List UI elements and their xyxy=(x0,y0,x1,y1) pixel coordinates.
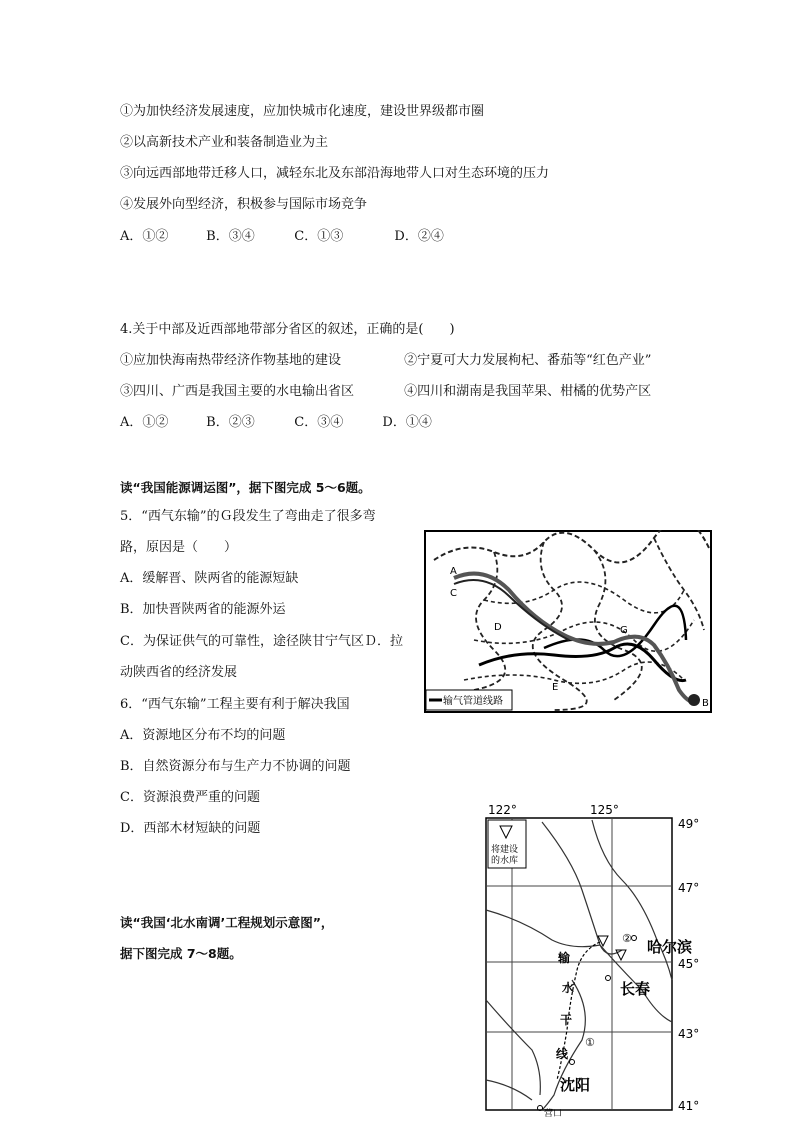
city-yingkou: 营口 xyxy=(544,1109,563,1118)
label-g: G xyxy=(620,625,628,636)
q5-stem-2: 路，原因是（ ） xyxy=(120,540,238,555)
legend-label: 输气管道线路 xyxy=(443,696,503,707)
q5-option-a[interactable]: A．缓解晋、陕两省的能源短缺 xyxy=(120,571,299,586)
q6-option-c[interactable]: C．资源浪费严重的问题 xyxy=(120,790,260,805)
lat-label-45: 45° xyxy=(678,957,700,971)
q3-option-b[interactable]: B．③④ xyxy=(206,229,255,244)
marker-1: ① xyxy=(585,1036,595,1049)
endpoint-b xyxy=(688,694,700,706)
marker-2: ② xyxy=(622,932,632,945)
q3-item-2: ②以高新技术产业和装备制造业为主 xyxy=(120,135,329,150)
lat-label-49: 49° xyxy=(678,817,700,831)
q4-options xyxy=(120,414,432,432)
label-c: C xyxy=(450,588,457,599)
canal-label-4: 线 xyxy=(556,1047,569,1061)
map-frame xyxy=(425,531,711,712)
q4-item-1: ①应加快海南热带经济作物基地的建设 xyxy=(120,353,342,368)
intro-q7-8-line1: 读“我国‘北水南调’工程规划示意图”， xyxy=(120,915,334,930)
q3-option-a[interactable]: A．①② xyxy=(120,229,169,244)
q4-row2 xyxy=(120,383,651,401)
label-d: D xyxy=(494,622,502,633)
q3-option-c[interactable]: C．①③ xyxy=(294,229,344,244)
lat-label-43: 43° xyxy=(678,1027,700,1041)
legend-text-2: 的水库 xyxy=(491,856,519,866)
q4-row1 xyxy=(120,352,651,370)
q4-option-c[interactable]: C．③④ xyxy=(294,415,344,430)
canal-label-3: 干 xyxy=(560,1013,573,1027)
q5-option-c[interactable]: C．为保证供气的可靠性，途径陕甘宁气区Ｄ．拉 xyxy=(120,634,403,649)
q3-item-1: ①为加快经济发展速度，应加快城市化速度，建设世界级都市圈 xyxy=(120,104,485,119)
q4-option-a[interactable]: A．①② xyxy=(120,415,169,430)
label-a: A xyxy=(450,566,457,577)
q4-stem: 4.关于中部及近西部地带部分省区的叙述，正确的是( ) xyxy=(120,322,455,337)
lon-label-122: 122° xyxy=(488,803,517,817)
city-harbin: 哈尔滨 xyxy=(647,938,693,956)
q6-option-a[interactable]: A．资源地区分布不均的问题 xyxy=(120,728,286,743)
canal-label-1: 输 xyxy=(558,951,571,965)
q3-options xyxy=(120,228,444,246)
lat-label-47: 47° xyxy=(678,881,700,895)
intro-q5-6: 读“我国能源调运图”，据下图完成 5～6题。 xyxy=(120,480,371,495)
q3-item-3: ③向远西部地带迁移人口，减轻东北及东部沿海地带人口对生态环境的压力 xyxy=(120,166,550,181)
legend-text-1: 将建设 xyxy=(491,845,519,855)
lat-label-41: 41° xyxy=(678,1099,700,1113)
energy-transport-map xyxy=(424,530,712,713)
q6-option-d[interactable]: D．西部木材短缺的问题 xyxy=(120,821,261,836)
canal-label-2: 水 xyxy=(562,981,575,995)
q4-option-b[interactable]: B．②③ xyxy=(206,415,255,430)
label-b: B xyxy=(702,698,709,709)
q6-option-b[interactable]: B．自然资源分布与生产力不协调的问题 xyxy=(120,759,351,774)
label-e: E xyxy=(552,682,559,693)
lon-label-125: 125° xyxy=(590,803,619,817)
q6-stem: 6．“西气东输”工程主要有利于解决我国 xyxy=(120,697,350,712)
q3-option-d[interactable]: D．②④ xyxy=(394,229,444,244)
q4-item-4: ④四川和湖南是我国苹果、柑橘的优势产区 xyxy=(404,384,652,399)
q4-option-d[interactable]: D．①④ xyxy=(382,415,432,430)
north-water-south-map xyxy=(482,800,700,1118)
q3-item-4: ④发展外向型经济，积极参与国际市场竞争 xyxy=(120,197,368,212)
q4-item-2: ②宁夏可大力发展枸杞、番茄等“红色产业” xyxy=(404,353,652,368)
city-changchun: 长春 xyxy=(620,980,651,998)
city-shenyang: 沈阳 xyxy=(560,1076,591,1094)
q5-option-b[interactable]: B．加快晋陕两省的能源外运 xyxy=(120,602,286,617)
q4-item-3: ③四川、广西是我国主要的水电输出省区 xyxy=(120,384,355,399)
intro-q7-8-line2: 据下图完成 7～8题。 xyxy=(120,946,242,961)
q5-option-d[interactable]: 动陕西省的经济发展 xyxy=(120,665,238,680)
q5-stem-1: 5．“西气东输”的Ｇ段发生了弯曲走了很多弯 xyxy=(120,509,376,524)
